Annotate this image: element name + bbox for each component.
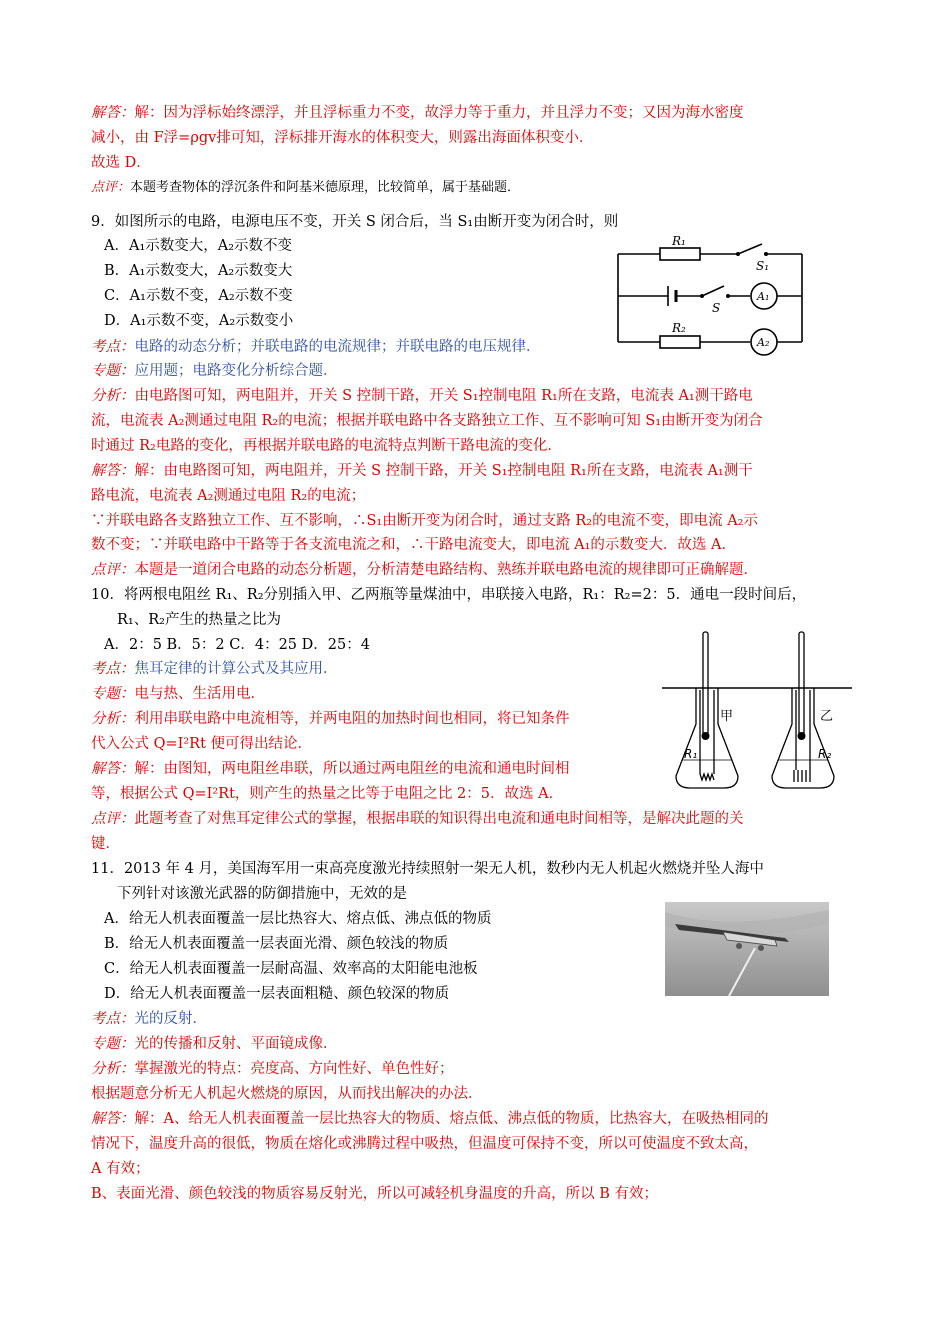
q11-analysis-1: 分析：掌握激光的特点：亮度高、方向性好、单色性好； <box>91 1061 454 1077</box>
q11-option-a: A．给无人机表面覆盖一层比热容大、熔点低、沸点低的物质 <box>104 911 492 927</box>
q10-answer-2: 等，根据公式 Q=I²Rt，则产生的热量之比等于电阻之比 2：5．故选 A． <box>91 786 564 802</box>
q11-option-b: B．给无人机表面覆盖一层表面光滑、颜色较浅的物质 <box>104 936 449 952</box>
q9-answer-4: 数不变；∵并联电路中干路等于各支流电流之和，∴干路电流变大，即电流 A₁的示数变大．故选 A． <box>91 537 736 553</box>
q10-flask-diagram <box>662 630 852 795</box>
q9-analysis-3: 时通过 R₂电路的变化，再根据并联电路的电流特点判断干路电流的变化． <box>91 438 562 454</box>
q11-analysis-2: 根据题意分析无人机起火燃烧的原因，从而找出解决的办法． <box>91 1086 483 1102</box>
q9-label-a1: A₁ <box>757 290 770 303</box>
q9-answer-3: ∵并联电路各支路独立工作、互不影响，∴S₁由断开变为闭合时，通过支路 R₂的电流不变，即电流 A₂示 <box>91 513 758 529</box>
q10-answer-1: 解答：解：由图知，两电阻丝串联，所以通过两电阻丝的电流和通电时间相 <box>91 761 570 777</box>
q8-answer-line1: 解答：解：因为浮标始终漂浮，并且浮标重力不变，故浮力等于重力，并且浮力不变；又因为海水密度 <box>91 105 744 121</box>
q10-analysis-2: 代入公式 Q=I²Rt 便可得出结论． <box>91 736 313 752</box>
q11-answer-4: B、表面光滑、颜色较浅的物质容易反射光，所以可减轻机身温度的升高，所以 B 有效； <box>91 1186 659 1202</box>
q8-choose: 故选 D． <box>91 155 151 171</box>
q9-label-s1: S₁ <box>756 259 770 273</box>
q10-coil-r1 <box>700 774 714 780</box>
q10-options: A．2：5 B．5：2 C．4：25 D．25：4 <box>104 637 370 653</box>
q10-label-r2: R₂ <box>818 747 832 761</box>
q11-answer-3: A 有效； <box>91 1161 150 1177</box>
q10-analysis-1: 分析：利用串联电路中电流相等，并两电阻的加热时间也相同，将已知条件 <box>91 711 570 727</box>
q10-point: 考点：焦耳定律的计算公式及其应用． <box>91 661 338 677</box>
q11-point: 考点：光的反射． <box>91 1011 207 1027</box>
q10-comment-2: 键． <box>91 836 120 852</box>
q9-label-r1: R₁ <box>672 236 686 248</box>
q11-answer-1: 解答：解：A、给无人机表面覆盖一层比热容大的物质、熔点低、沸点低的物质，比热容大，在吸热相同的 <box>91 1111 769 1127</box>
q9-label-r2: R₂ <box>672 321 686 335</box>
q9-stem: 9．如图所示的电路，电源电压不变，开关 S 闭合后，当 S₁由断开变为闭合时，则 <box>91 214 619 230</box>
q10-topic: 专题：电与热、生活用电． <box>91 686 265 702</box>
q11-drone-photo <box>665 902 829 996</box>
q10-coil-r2 <box>794 770 810 782</box>
q10-label-yi: 乙 <box>820 709 834 724</box>
q9-switch-s <box>702 286 724 296</box>
q9-resistor-r1 <box>660 248 700 260</box>
q11-stem-1: 11．2013 年 4 月，美国海军用一束高亮度激光持续照射一架无人机，数秒内无人机起火燃烧并坠人海中 <box>91 861 764 877</box>
q9-label-a2: A₂ <box>757 336 770 349</box>
q10-thermometer-jia <box>703 632 708 736</box>
q11-stem-2: 下列针对该激光武器的防御措施中，无效的是 <box>117 886 407 902</box>
q10-stem-2: R₁、R₂产生的热量之比为 <box>117 612 281 628</box>
q10-stem-1: 10．将两根电阻丝 R₁、R₂分别插入甲、乙两瓶等量煤油中，串联接入电路，R₁：R₂=2：5．通电一段时间后， <box>91 587 807 603</box>
q9-option-c: C．A₁示数不变，A₂示数不变 <box>104 288 293 304</box>
q9-label-s: S <box>712 301 721 315</box>
q9-circuit-diagram <box>610 236 810 356</box>
q9-topic: 专题：应用题；电路变化分析综合题． <box>91 363 338 379</box>
q9-resistor-r2 <box>660 336 700 348</box>
q9-comment: 点评：本题是一道闭合电路的动态分析题，分析清楚电路结构、熟练并联电路电流的规律即可正确解题． <box>91 562 758 578</box>
q11-topic: 专题：光的传播和反射、平面镜成像． <box>91 1036 338 1052</box>
q11-option-d: D．给无人机表面覆盖一层表面粗糙、颜色较深的物质 <box>104 986 450 1002</box>
q10-comment-1: 点评：此题考查了对焦耳定律公式的掌握，根据串联的知识得出电流和通电时间相等，是解决此题的关 <box>91 811 744 827</box>
q11-option-c: C．给无人机表面覆盖一层耐高温、效率高的太阳能电池板 <box>104 961 478 977</box>
q9-analysis-2: 流，电流表 A₂测通过电阻 R₂的电流；根据并联电路中各支路独立工作、互不影响可知 S₁由断开变为闭合 <box>91 413 763 429</box>
q9-analysis-1: 分析：由电路图可知，两电阻并，开关 S 控制干路，开关 S₁控制电阻 R₁所在支路，电流表 A₁测干路电 <box>91 388 753 404</box>
q9-option-b: B．A₁示数变大，A₂示数变大 <box>104 263 293 279</box>
q10-label-r1: R₁ <box>684 747 698 761</box>
q9-point: 考点：电路的动态分析；并联电路的电流规律；并联电路的电压规律． <box>91 339 541 355</box>
q11-answer-2: 情况下，温度升高的很低，物质在熔化或沸腾过程中吸热，但温度可保持不变，所以可使温度不致太高， <box>91 1136 758 1152</box>
q9-answer-1: 解答：解：由电路图可知，两电阻并，开关 S 控制干路，开关 S₁控制电阻 R₁所在支路，电流表 A₁测干 <box>91 463 753 479</box>
q10-thermometer-yi <box>799 632 804 736</box>
q8-comment: 点评：本题考查物体的浮沉条件和阿基米德原理，比较简单，属于基础题． <box>91 180 521 195</box>
q9-option-a: A．A₁示数变大，A₂示数不变 <box>104 238 293 254</box>
q8-answer-line2: 减小，由 F浮=ρgv排可知，浮标排开海水的体积变大，则露出海面体积变小． <box>91 130 594 146</box>
q9-switch-s1 <box>738 244 762 254</box>
q10-label-jia: 甲 <box>720 709 734 724</box>
q9-option-d: D．A₁示数不变，A₂示数变小 <box>104 313 294 329</box>
q9-answer-2: 路电流，电流表 A₂测通过电阻 R₂的电流； <box>91 488 366 504</box>
